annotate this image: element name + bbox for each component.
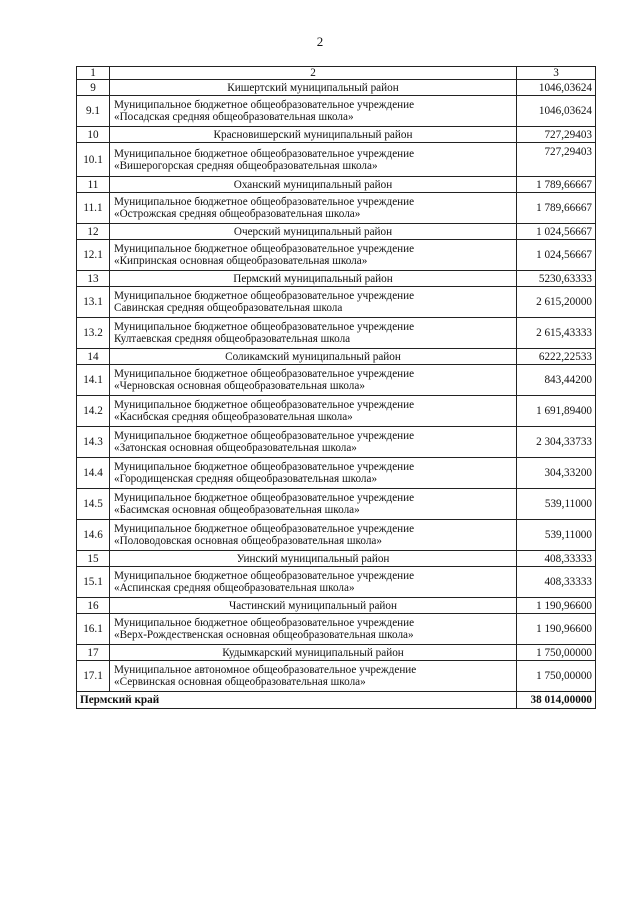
school-title: «Посадская средняя общеобразовательная школа» <box>114 111 354 123</box>
district-name: Уинский муниципальный район <box>110 551 517 567</box>
row-number: 10.1 <box>77 143 110 177</box>
institution-type: Муниципальное бюджетное общеобразовательное учреждение <box>114 492 415 504</box>
school-title: «Аспинская средняя общеобразовательная школа» <box>114 582 355 594</box>
district-name: Соликамский муниципальный район <box>110 349 517 365</box>
district-row <box>77 349 596 365</box>
row-number: 12 <box>77 224 110 240</box>
institution-type: Муниципальное бюджетное общеобразовательное учреждение <box>114 461 415 473</box>
header-col-3: 3 <box>517 67 596 80</box>
district-row <box>77 551 596 567</box>
school-name <box>110 96 517 127</box>
school-row <box>77 427 596 458</box>
row-amount: 1 190,96600 <box>517 598 596 614</box>
row-amount: 539,11000 <box>517 520 596 551</box>
row-number: 13.2 <box>77 318 110 349</box>
district-name: Кишертский муниципальный район <box>110 80 517 96</box>
school-title: «Вишерогорская средняя общеобразовательная школа» <box>114 159 378 172</box>
district-row <box>77 645 596 661</box>
row-amount: 408,33333 <box>517 551 596 567</box>
school-name <box>110 318 517 349</box>
header-col-2: 2 <box>110 67 517 80</box>
school-name <box>110 661 517 692</box>
school-name <box>110 520 517 551</box>
header-col-1: 1 <box>77 67 110 80</box>
institution-type: Муниципальное бюджетное общеобразовательное учреждение <box>114 147 415 160</box>
district-name: Очерский муниципальный район <box>110 224 517 240</box>
school-title: Савинская средняя общеобразовательная школа <box>114 302 343 314</box>
school-title: «Сервинская основная общеобразовательная школа» <box>114 676 366 688</box>
school-row <box>77 96 596 127</box>
school-name <box>110 567 517 598</box>
district-name: Оханский муниципальный район <box>110 177 517 193</box>
row-amount: 1 750,00000 <box>517 645 596 661</box>
row-amount: 539,11000 <box>517 489 596 520</box>
district-row <box>77 224 596 240</box>
school-title: «Черновская основная общеобразовательная школа» <box>114 380 365 392</box>
row-amount: 727,29403 <box>517 143 596 177</box>
row-number: 14.5 <box>77 489 110 520</box>
school-row <box>77 614 596 645</box>
district-row <box>77 271 596 287</box>
institution-type: Муниципальное бюджетное общеобразовательное учреждение <box>114 617 415 629</box>
school-row <box>77 240 596 271</box>
institution-type: Муниципальное бюджетное общеобразовательное учреждение <box>114 399 415 411</box>
institution-type: Муниципальное бюджетное общеобразовательное учреждение <box>114 290 415 302</box>
school-title: «Затонская основная общеобразовательная школа» <box>114 442 357 454</box>
row-number: 17.1 <box>77 661 110 692</box>
school-row <box>77 365 596 396</box>
row-amount: 304,33200 <box>517 458 596 489</box>
school-name <box>110 193 517 224</box>
institution-type: Муниципальное бюджетное общеобразовательное учреждение <box>114 368 415 380</box>
row-number: 14.6 <box>77 520 110 551</box>
row-amount: 1046,03624 <box>517 80 596 96</box>
row-amount: 408,33333 <box>517 567 596 598</box>
row-amount: 1 024,56667 <box>517 224 596 240</box>
school-row <box>77 661 596 692</box>
total-label: Пермский край <box>77 692 517 709</box>
row-amount: 843,44200 <box>517 365 596 396</box>
district-name: Пермский муниципальный район <box>110 271 517 287</box>
row-number: 14.3 <box>77 427 110 458</box>
institution-type: Муниципальное бюджетное общеобразовательное учреждение <box>114 430 415 442</box>
institution-type: Муниципальное бюджетное общеобразовательное учреждение <box>114 196 415 208</box>
total-row <box>77 692 596 709</box>
school-name <box>110 240 517 271</box>
row-amount: 1 789,66667 <box>517 177 596 193</box>
row-number: 9.1 <box>77 96 110 127</box>
school-title: «Касибская средняя общеобразовательная школа» <box>114 411 353 423</box>
school-title: «Верх-Рождественская основная общеобразовательная школа» <box>114 629 414 641</box>
district-name: Кудымкарский муниципальный район <box>110 645 517 661</box>
row-number: 13 <box>77 271 110 287</box>
institution-type: Муниципальное автономное общеобразовательное учреждение <box>114 664 417 676</box>
row-number: 14.2 <box>77 396 110 427</box>
row-number: 15.1 <box>77 567 110 598</box>
school-title: Култаевская средняя общеобразовательная школа <box>114 333 351 345</box>
row-amount: 1 750,00000 <box>517 661 596 692</box>
school-name <box>110 427 517 458</box>
row-number: 11.1 <box>77 193 110 224</box>
row-amount: 2 615,43333 <box>517 318 596 349</box>
row-amount: 1 190,96600 <box>517 614 596 645</box>
school-title: «Половодовская основная общеобразовательная школа» <box>114 535 382 547</box>
institution-type: Муниципальное бюджетное общеобразовательное учреждение <box>114 523 415 535</box>
school-title: «Городищенская средняя общеобразовательная школа» <box>114 473 378 485</box>
district-row <box>77 80 596 96</box>
page-number: 2 <box>316 34 324 49</box>
total-amount: 38 014,00000 <box>517 692 596 709</box>
school-row <box>77 567 596 598</box>
institution-type: Муниципальное бюджетное общеобразовательное учреждение <box>114 570 415 582</box>
district-name: Частинский муниципальный район <box>110 598 517 614</box>
row-number: 16 <box>77 598 110 614</box>
row-number: 14.4 <box>77 458 110 489</box>
allocation-table <box>76 66 596 709</box>
row-amount: 5230,63333 <box>517 271 596 287</box>
row-number: 15 <box>77 551 110 567</box>
row-amount: 2 615,20000 <box>517 287 596 318</box>
row-number: 14 <box>77 349 110 365</box>
row-number: 16.1 <box>77 614 110 645</box>
institution-type: Муниципальное бюджетное общеобразовательное учреждение <box>114 243 415 255</box>
school-row <box>77 318 596 349</box>
district-name: Красновишерский муниципальный район <box>110 127 517 143</box>
row-amount: 1 691,89400 <box>517 396 596 427</box>
row-number: 13.1 <box>77 287 110 318</box>
district-row <box>77 177 596 193</box>
row-amount: 727,29403 <box>517 127 596 143</box>
school-title: «Острожская средняя общеобразовательная школа» <box>114 208 361 220</box>
row-number: 14.1 <box>77 365 110 396</box>
row-amount: 1046,03624 <box>517 96 596 127</box>
school-title: «Басимская основная общеобразовательная школа» <box>114 504 360 516</box>
header-row <box>77 67 596 80</box>
row-number: 9 <box>77 80 110 96</box>
row-amount: 1 024,56667 <box>517 240 596 271</box>
row-amount: 6222,22533 <box>517 349 596 365</box>
school-name <box>110 287 517 318</box>
school-row <box>77 458 596 489</box>
school-name <box>110 458 517 489</box>
school-name <box>110 614 517 645</box>
school-title: «Кипринская основная общеобразовательная школа» <box>114 255 368 267</box>
row-amount: 1 789,66667 <box>517 193 596 224</box>
institution-type: Муниципальное бюджетное общеобразовательное учреждение <box>114 99 415 111</box>
school-name <box>110 396 517 427</box>
row-number: 17 <box>77 645 110 661</box>
school-name <box>110 143 517 177</box>
school-row <box>77 193 596 224</box>
school-name <box>110 365 517 396</box>
school-row <box>77 489 596 520</box>
institution-type: Муниципальное бюджетное общеобразовательное учреждение <box>114 321 415 333</box>
row-number: 12.1 <box>77 240 110 271</box>
row-number: 11 <box>77 177 110 193</box>
school-row <box>77 287 596 318</box>
row-number: 10 <box>77 127 110 143</box>
row-amount: 2 304,33733 <box>517 427 596 458</box>
district-row <box>77 127 596 143</box>
school-name <box>110 489 517 520</box>
school-row <box>77 143 596 177</box>
school-row <box>77 520 596 551</box>
school-row <box>77 396 596 427</box>
district-row <box>77 598 596 614</box>
